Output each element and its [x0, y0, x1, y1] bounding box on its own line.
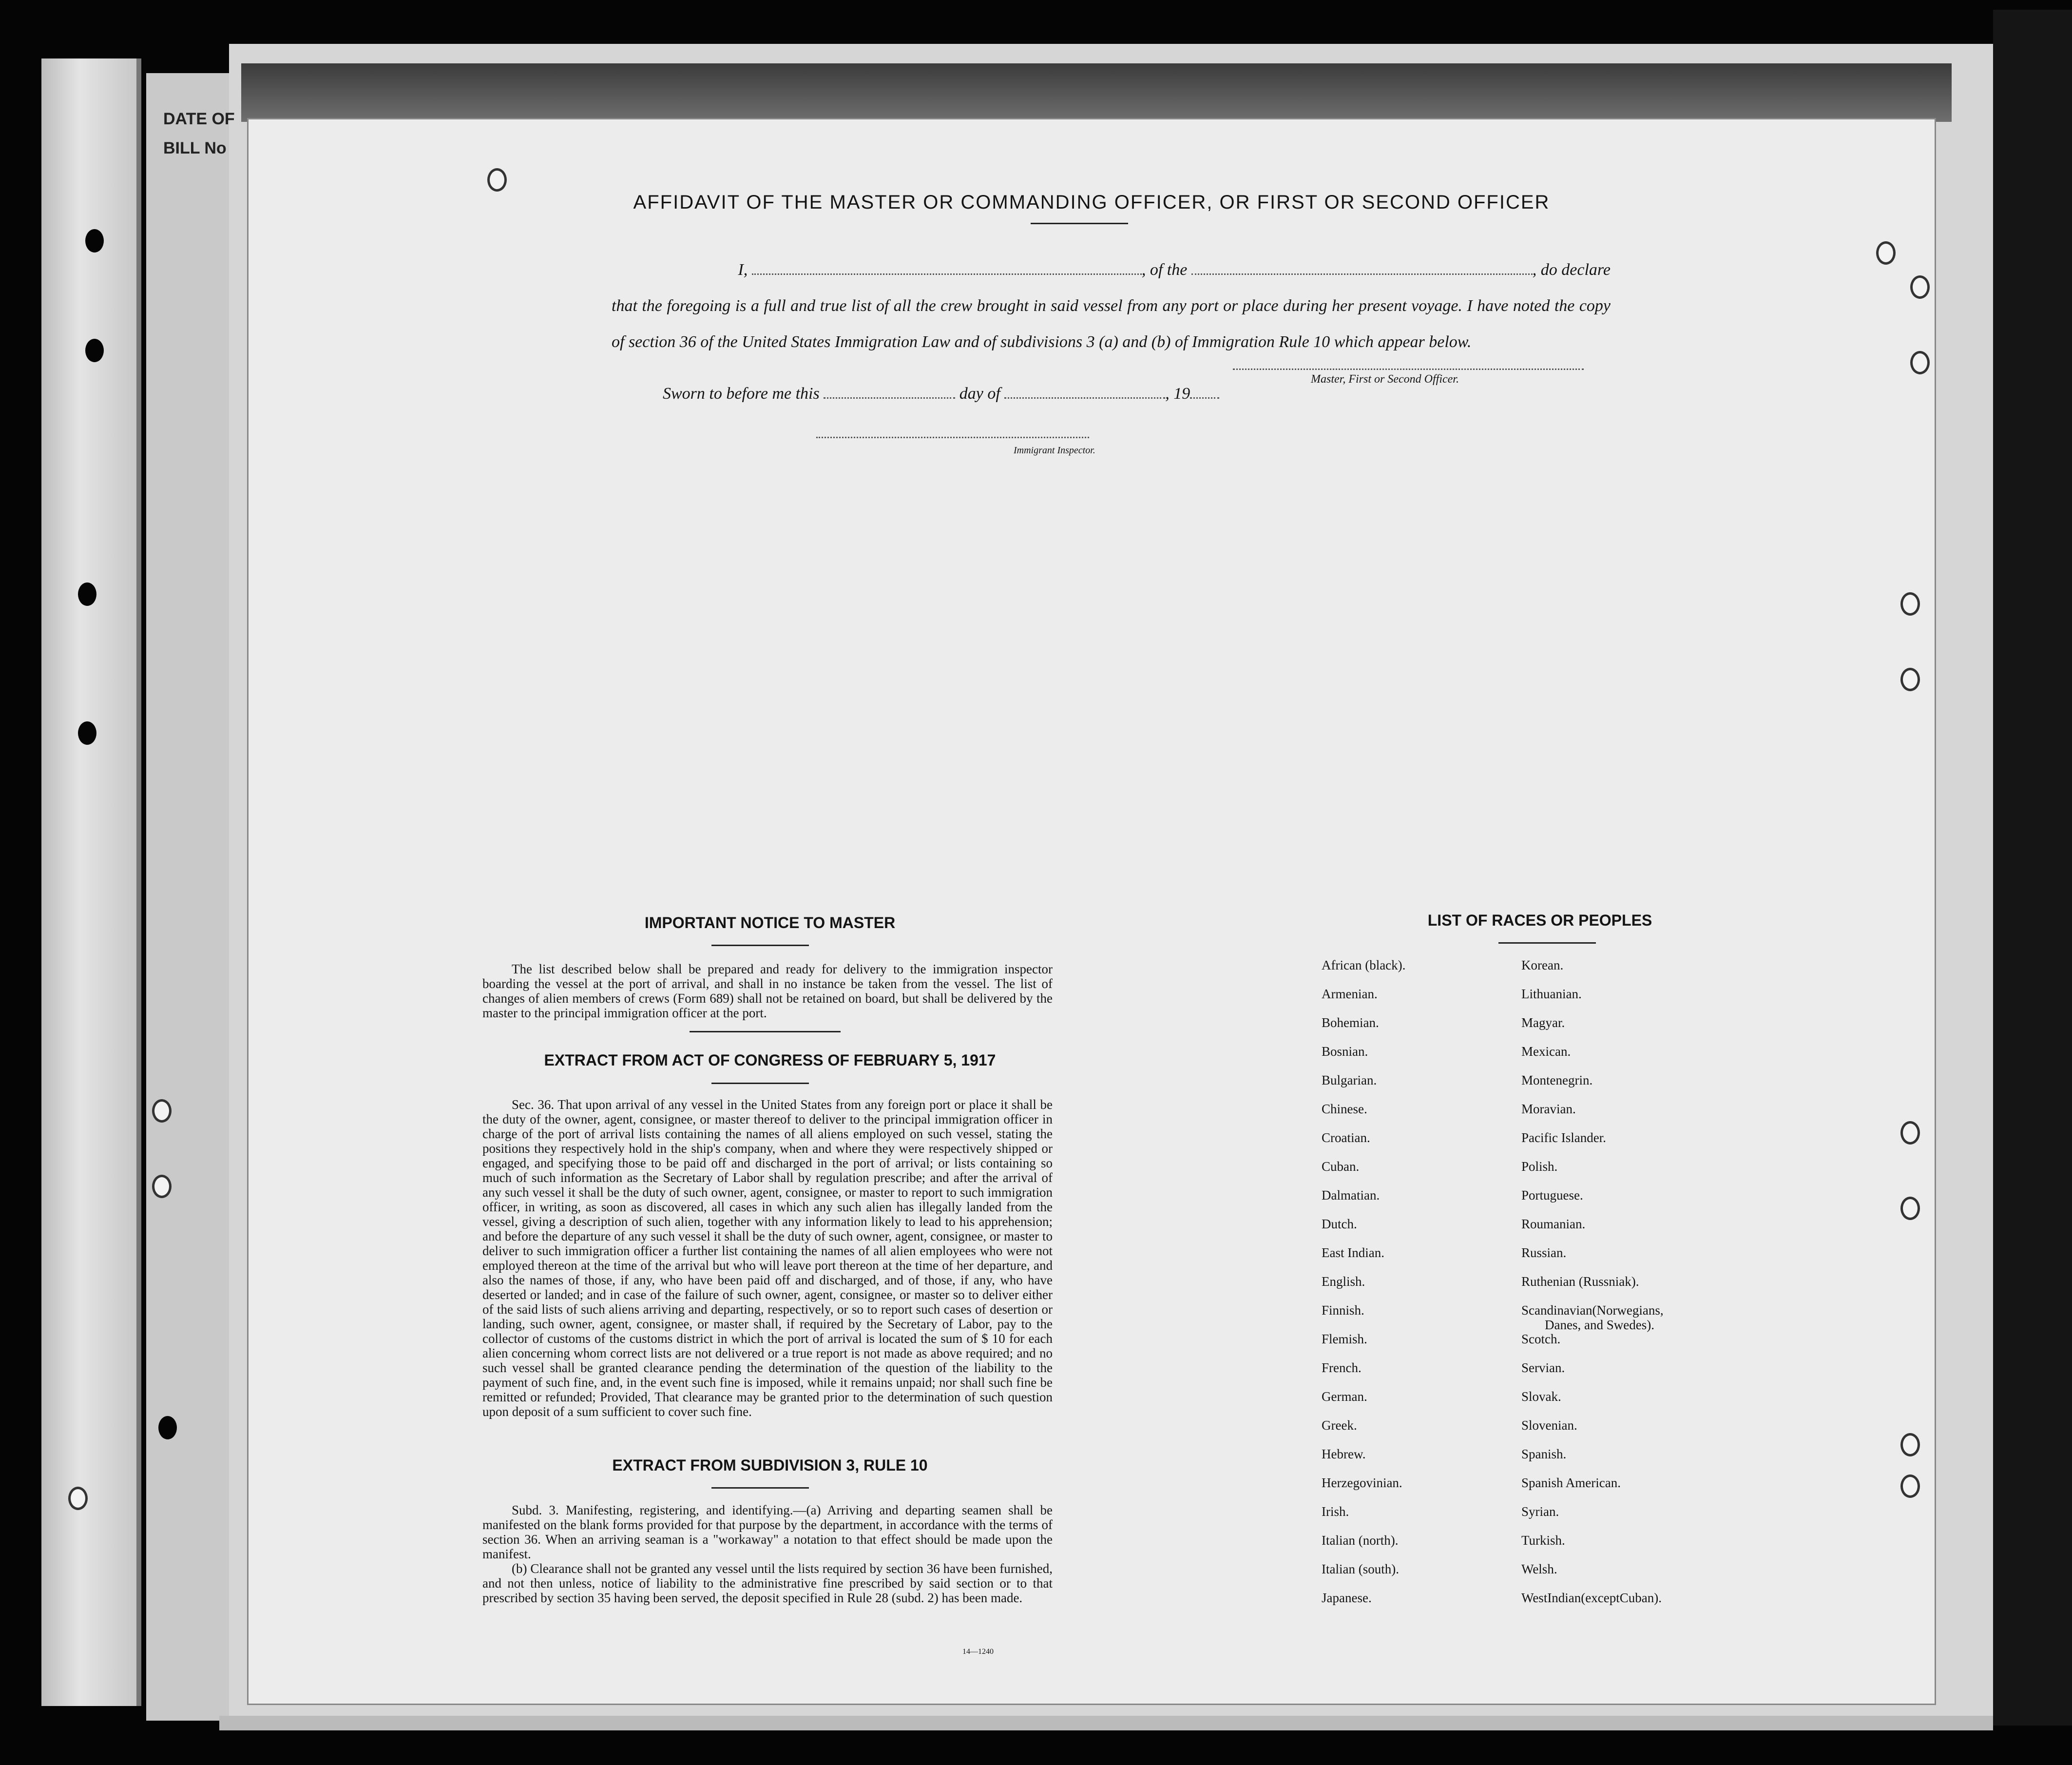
punch-hole [1900, 1197, 1920, 1220]
race-item: Herzegovinian. [1322, 1475, 1402, 1490]
race-item: Polish. [1521, 1159, 1558, 1174]
sworn-year-field[interactable] [1190, 383, 1219, 399]
affidavit-page [249, 119, 1935, 1704]
race-item: Servian. [1521, 1360, 1565, 1375]
bottom-page-edge [219, 1716, 1993, 1730]
race-item: Roumanian. [1521, 1217, 1586, 1231]
punch-hole [78, 721, 96, 745]
race-item: Ruthenian (Russniak). [1521, 1274, 1639, 1289]
left-binding-strip [41, 58, 141, 1706]
sworn-label: Sworn to before me this [663, 385, 820, 403]
punch-hole [1900, 668, 1920, 691]
punch-hole [85, 229, 104, 252]
race-item: Welsh. [1521, 1562, 1557, 1576]
race-item: Irish. [1322, 1504, 1349, 1519]
race-item: Mexican. [1521, 1044, 1571, 1059]
previous-page-edge [241, 63, 1952, 122]
affidavit-declaration [612, 252, 1611, 360]
race-item: Bulgarian. [1322, 1073, 1377, 1087]
race-item: Slovenian. [1521, 1418, 1577, 1433]
affidavit-title: AFFIDAVIT OF THE MASTER OR COMMANDING OFFICER, OR FIRST OR SECOND OFFICER [633, 192, 1550, 213]
race-item: Montenegrin. [1521, 1073, 1593, 1087]
punch-hole [68, 1487, 88, 1510]
race-item: Pacific Islander. [1521, 1130, 1606, 1145]
year-label: , 19 [1165, 385, 1190, 403]
race-item: Spanish. [1521, 1447, 1567, 1461]
notice-title: IMPORTANT NOTICE TO MASTER [644, 914, 896, 931]
race-item: Danes, and Swedes). [1545, 1318, 1654, 1332]
races-title: LIST OF RACES OR PEOPLES [1427, 912, 1652, 929]
race-item: Chinese. [1322, 1102, 1367, 1116]
punch-hole [1876, 241, 1896, 265]
race-item: Spanish American. [1521, 1475, 1621, 1490]
punch-hole [1900, 1433, 1920, 1456]
punch-hole [487, 168, 507, 192]
notice-separator [690, 1031, 841, 1032]
race-item: Japanese. [1322, 1590, 1372, 1605]
race-item: African (black). [1322, 958, 1406, 972]
race-item: Moravian. [1521, 1102, 1576, 1116]
notice-rule [711, 945, 809, 946]
punch-hole [158, 1416, 177, 1439]
edge-label-bill: BILL No [163, 139, 227, 157]
vessel-label: , of the [1141, 261, 1188, 279]
officer-name-field[interactable] [752, 259, 1142, 275]
sworn-line [663, 383, 1219, 403]
day-of-label: day of [959, 385, 1000, 403]
race-item: Scotch. [1521, 1332, 1561, 1346]
race-item: Slovak. [1521, 1389, 1561, 1404]
master-signature-label: Master, First or Second Officer. [1311, 373, 1459, 386]
race-item: Croatian. [1322, 1130, 1370, 1145]
race-item: German. [1322, 1389, 1367, 1404]
race-item: Greek. [1322, 1418, 1357, 1433]
race-item: Lithuanian. [1521, 987, 1582, 1001]
race-item: Russian. [1521, 1245, 1567, 1260]
race-item: Portuguese. [1521, 1188, 1583, 1203]
punch-hole [152, 1175, 172, 1198]
rule-10-text: Subd. 3. Manifesting, registering, and identifying.—(a) Arriving and departing seamen shall be manifested on the blank forms provided for that purpose by the department, in accordance with the terms of section 36. When an arriving seaman is a "workaway" a notation to that effect should be made upon the manifest. (b) Clearance shall not be granted any vessel until the lists required by section 36 have been furnished, and not then unless, notice of liability to the administrative fine prescribed by said section or to that prescribed by section 35 having been served, the deposit specified in Rule 28 (subd. 2) has been made. [482, 1503, 1053, 1605]
race-item: Dutch. [1322, 1217, 1357, 1231]
inspector-signature-label: Immigrant Inspector. [1014, 445, 1095, 456]
declarant-label: I, [738, 261, 748, 279]
race-item: Magyar. [1521, 1015, 1565, 1030]
edge-label-date: DATE OF [163, 110, 235, 128]
race-item: East Indian. [1322, 1245, 1384, 1260]
race-item: Turkish. [1521, 1533, 1565, 1548]
declaration-body: that the foregoing is a full and true list of all the crew brought in said vessel from any port or place during her present voyage. I have noted the copy of section 36 of the United States Immigration Law and of subdivisions 3 (a) and (b) of Immigration Rule 10 which appear below. [612, 297, 1611, 351]
punch-hole [152, 1099, 172, 1123]
section-36-text: Sec. 36. That upon arrival of any vessel in the United States from any foreign port or place it shall be the duty of the owner, agent, consignee, or master thereof to deliver to the principal immigration officer in charge of the port of arrival lists containing the names of all aliens employed on such vessel, stating the positions they respectively hold in the ship's company, when and where they were respectively shipped or engaged, and specifying those to be paid off and discharged in the port of arrival; or lists containing so much of such information as the Secretary of Labor shall by regulation prescribe; and after the arrival of any such vessel it shall be the duty of such owner, agent, consignee, or master to report to such immigration officer, in writing, as soon as discovered, all cases in which any such alien has illegally landed from the vessel, giving a description of such alien, together with any information likely to lead to his apprehension; and before the departure of any such vessel it shall be the duty of such owner, agent, consignee, or master to deliver to such immigration officer a further list containing the names of all alien employees who were not employed thereon at the time of the arrival but who will leave port thereon at the time of her departure, and also the names of those, if any, who have been paid off and discharged, and of those, if any, who have deserted or landed; and in case of the failure of such owner, agent, consignee, or master so to deliver either of the said lists of such aliens arriving and departing, respectively, or so to report such cases of desertion or landing, such owner, agent, consignee, or master shall, if required by the Secretary of Labor, pay to the collector of customs of the customs district in which the port of arrival is located the sum of $ 10 for each alien concerning whom correct lists are not delivered or a true report is not made as above required; and no such vessel shall be granted clearance pending the determination of the question of the liability to the payment of such fine, and, in the event such fine is imposed, while it remains unpaid; nor shall such fine be remitted or refunded; Provided, That clearance may be granted prior to the determination of such question upon deposit of a sum sufficient to cover such fine. [482, 1097, 1053, 1419]
race-item: Syrian. [1521, 1504, 1559, 1519]
punch-hole [1910, 351, 1930, 374]
race-item: Cuban. [1322, 1159, 1360, 1174]
punch-hole [78, 582, 96, 606]
race-item: French. [1322, 1360, 1362, 1375]
race-item: Flemish. [1322, 1332, 1367, 1346]
race-item: Hebrew. [1322, 1447, 1366, 1461]
rule-extract-title: EXTRACT FROM SUBDIVISION 3, RULE 10 [612, 1456, 928, 1474]
race-item: Italian (north). [1322, 1533, 1399, 1548]
vessel-name-field[interactable] [1191, 259, 1533, 275]
form-number: 14—1240 [962, 1648, 994, 1656]
punch-hole [1900, 592, 1920, 616]
race-item: Italian (south). [1322, 1562, 1399, 1576]
declare-label: , do declare [1532, 261, 1611, 279]
punch-hole [1900, 1121, 1920, 1144]
rule-extract-rule [711, 1487, 809, 1489]
declaration-first-line [612, 252, 1611, 288]
right-dark-edge [1993, 10, 2072, 1726]
punch-hole [85, 339, 104, 362]
sworn-month-field[interactable] [1004, 383, 1165, 399]
race-item: Bosnian. [1322, 1044, 1368, 1059]
title-rule [1031, 223, 1128, 224]
races-rule [1498, 942, 1596, 944]
inspector-signature-line[interactable] [816, 436, 1089, 438]
race-item: Dalmatian. [1322, 1188, 1380, 1203]
act-extract-rule [711, 1083, 809, 1084]
race-item: Finnish. [1322, 1303, 1364, 1318]
race-item: Armenian. [1322, 987, 1378, 1001]
race-item: Bohemian. [1322, 1015, 1379, 1030]
sworn-day-field[interactable] [824, 383, 955, 399]
race-item: Korean. [1521, 958, 1564, 972]
race-item: Scandinavian(Norwegians, [1521, 1303, 1664, 1318]
notice-text: The list described below shall be prepared and ready for delivery to the immigration inspector boarding the vessel at the port of arrival, and shall in no instance be taken from the vessel. The list of changes of alien members of crews (Form 689) shall not be retained on board, but shall be delivered by the master to the principal immigration officer at the port. [482, 962, 1053, 1020]
punch-hole [1910, 275, 1930, 299]
act-extract-title: EXTRACT FROM ACT OF CONGRESS OF FEBRUARY 5, 1917 [544, 1051, 996, 1069]
master-signature-line[interactable] [1233, 368, 1584, 370]
punch-hole [1900, 1474, 1920, 1498]
race-item: WestIndian(exceptCuban). [1521, 1590, 1662, 1605]
race-item: English. [1322, 1274, 1365, 1289]
